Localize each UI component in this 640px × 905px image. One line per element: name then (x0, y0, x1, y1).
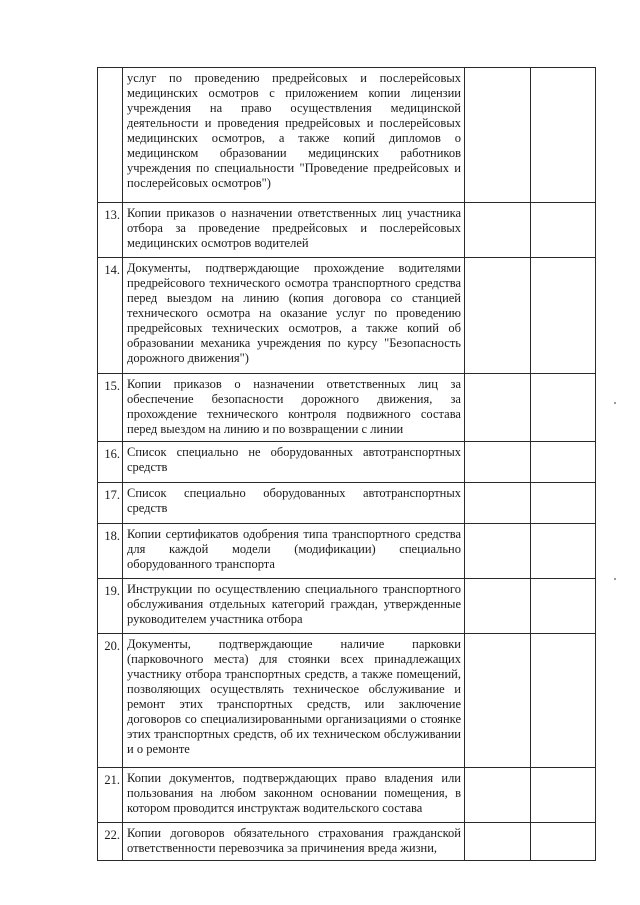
empty-cell (531, 258, 596, 374)
row-text: услуг по проведению предрейсовых и послерейсовых медицинских осмотров с приложением копии лицензии учреждения на право осуществления медицинской деятельности и проведения предрейсовых и послерейсовых медицинских осмотров, а также копий дипломов о медицинском образовании медицинских работников учреждения по специальности "Проведение предрейсовых и послерейсовых осмотров") (123, 68, 465, 203)
empty-cell (531, 442, 596, 483)
row-number: 21. (98, 768, 123, 823)
scan-speck (614, 402, 616, 404)
row-number: 15. (98, 374, 123, 442)
empty-cell (531, 579, 596, 634)
empty-cell (531, 768, 596, 823)
row-text: Копии приказов о назначении ответственных лиц участника отбора за проведение предрейсовых и послерейсовых медицинских осмотров водителей (123, 203, 465, 258)
table-row (98, 768, 596, 823)
empty-cell (465, 768, 531, 823)
empty-cell (465, 258, 531, 374)
table-row (98, 483, 596, 524)
row-number: 22. (98, 823, 123, 861)
documents-table (97, 67, 596, 861)
table-row (98, 68, 596, 203)
table-row (98, 258, 596, 374)
empty-cell (465, 68, 531, 203)
empty-cell (465, 823, 531, 861)
empty-cell (531, 524, 596, 579)
empty-cell (465, 442, 531, 483)
empty-cell (465, 203, 531, 258)
table-row (98, 374, 596, 442)
row-text: Копии приказов о назначении ответственных лиц за обеспечение безопасности дорожного движения, за прохождение технического контроля подвижного состава перед выездом на линию и по возвращении с линии (123, 374, 465, 442)
empty-cell (531, 483, 596, 524)
row-number: 18. (98, 524, 123, 579)
table-row (98, 524, 596, 579)
empty-cell (465, 579, 531, 634)
row-text: Документы, подтверждающие наличие парковки (парковочного места) для стоянки всех принадлежащих участнику отбора транспортных средств, а также помещений, позволяющих осуществлять техническое обслуживание и ремонт этих транспортных средств, или заключение договоров со специализированными организациями о стоянке этих транспортных средств, об их техническом обслуживании и о ремонте (123, 634, 465, 768)
row-number: 17. (98, 483, 123, 524)
table-row (98, 823, 596, 861)
table-row (98, 579, 596, 634)
empty-cell (465, 374, 531, 442)
empty-cell (531, 203, 596, 258)
empty-cell (465, 483, 531, 524)
row-number (98, 68, 123, 203)
row-text: Список специально не оборудованных автотранспортных средств (123, 442, 465, 483)
scan-speck (614, 578, 616, 580)
table-row (98, 203, 596, 258)
row-text: Копии документов, подтверждающих право владения или пользования на любом законном основании помещения, в котором проводится инструктаж водительского состава (123, 768, 465, 823)
empty-cell (531, 68, 596, 203)
empty-cell (531, 823, 596, 861)
row-number: 19. (98, 579, 123, 634)
row-text: Копии договоров обязательного страхования гражданской ответственности перевозчика за причинения вреда жизни, (123, 823, 465, 861)
row-number: 16. (98, 442, 123, 483)
row-number: 20. (98, 634, 123, 768)
row-text: Список специально оборудованных автотранспортных средств (123, 483, 465, 524)
row-text: Документы, подтверждающие прохождение водителями предрейсового технического осмотра транспортного средства перед выездом на линию (копия договора со станцией технического осмотра на оказание услуг по проведению предрейсовых технических осмотров, а также копий об образовании механика учреждения по курсу "Безопасность дорожного движения") (123, 258, 465, 374)
table-row (98, 442, 596, 483)
empty-cell (531, 374, 596, 442)
empty-cell (465, 524, 531, 579)
row-number: 14. (98, 258, 123, 374)
row-number: 13. (98, 203, 123, 258)
empty-cell (465, 634, 531, 768)
row-text: Инструкции по осуществлению специального транспортного обслуживания отдельных категорий граждан, утвержденные руководителем участника отбора (123, 579, 465, 634)
empty-cell (531, 634, 596, 768)
table-row (98, 634, 596, 768)
row-text: Копии сертификатов одобрения типа транспортного средства для каждой модели (модификации) специально оборудованного транспорта (123, 524, 465, 579)
